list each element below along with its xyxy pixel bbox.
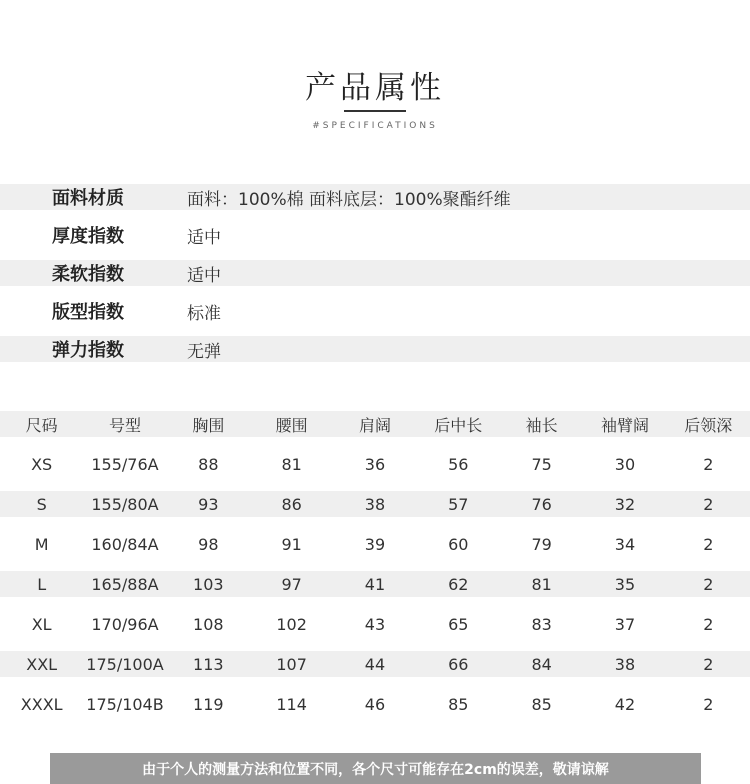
cell-size: S: [0, 491, 83, 517]
cell-size: L: [0, 571, 83, 597]
cell-shoulder: 46: [364, 694, 386, 714]
cell-upper-arm: 34: [614, 534, 636, 554]
cell-back-length: 62: [417, 571, 500, 597]
header-waist: 腰围: [250, 411, 333, 437]
cell-back-neck-depth: 2: [703, 694, 714, 714]
cell-fit-code: 160/84A: [91, 534, 159, 554]
attribute-list: [0, 184, 750, 374]
cell-size: M: [34, 534, 49, 554]
size-table-header: [0, 411, 750, 437]
measurement-notice: 由于个人的测量方法和位置不同，各个尺寸可能存在2cm的误差，敬请谅解: [50, 753, 701, 784]
cell-back-neck-depth: 2: [667, 491, 750, 517]
table-row: [0, 491, 750, 517]
cell-waist: 114: [276, 694, 307, 714]
cell-fit-code: 155/80A: [83, 491, 166, 517]
table-row: [0, 531, 750, 557]
row-spacer-cell: [0, 517, 750, 531]
header-chest: 胸围: [167, 411, 250, 437]
attribute-row-thickness: [0, 222, 750, 248]
attribute-row-material: [0, 184, 750, 210]
attribute-value: 适中: [187, 265, 221, 286]
attribute-value: 标准: [187, 303, 221, 324]
cell-back-length: 57: [417, 491, 500, 517]
attribute-label: 面料材质: [52, 188, 124, 209]
cell-shoulder: 38: [333, 491, 416, 517]
cell-sleeve-length: 79: [531, 534, 552, 554]
cell-sleeve-length: 85: [531, 694, 552, 714]
header-upper-arm: 袖臂阔: [583, 411, 666, 437]
table-row: [0, 651, 750, 677]
cell-shoulder: 39: [364, 534, 386, 554]
attribute-label: 版型指数: [52, 302, 124, 323]
cell-back-length: 60: [448, 534, 469, 554]
cell-upper-arm: 37: [614, 614, 636, 634]
cell-upper-arm: 30: [614, 454, 636, 474]
size-table: [0, 411, 750, 717]
cell-fit-code: 175/100A: [83, 651, 166, 677]
header-fit-code: 号型: [83, 411, 166, 437]
page-title: 产品属性: [305, 70, 445, 106]
cell-sleeve-length: 84: [500, 651, 583, 677]
attribute-label: 柔软指数: [52, 264, 124, 285]
row-spacer-cell: [0, 477, 750, 491]
cell-upper-arm: 35: [583, 571, 666, 597]
cell-upper-arm: 38: [583, 651, 666, 677]
attribute-label: 厚度指数: [52, 226, 124, 247]
row-spacer-cell: [0, 437, 750, 451]
row-spacer: [0, 437, 750, 451]
cell-shoulder: 41: [333, 571, 416, 597]
cell-waist: 91: [281, 534, 302, 554]
table-row: [0, 611, 750, 637]
attribute-value: 面料：100%棉 面料底层：100%聚酯纤维: [187, 189, 511, 210]
cell-fit-code: 170/96A: [91, 614, 159, 634]
title-divider: [344, 110, 406, 112]
cell-back-neck-depth: 2: [703, 454, 714, 474]
cell-size: XXXL: [20, 694, 63, 714]
header-size: 尺码: [0, 411, 83, 437]
row-spacer: [0, 517, 750, 531]
cell-back-neck-depth: 2: [667, 571, 750, 597]
cell-chest: 108: [193, 614, 224, 634]
cell-upper-arm: 42: [614, 694, 636, 714]
attribute-row-fit: [0, 298, 750, 324]
page-subtitle: #SPECIFICATIONS: [312, 121, 438, 131]
cell-size: XXL: [0, 651, 83, 677]
cell-back-neck-depth: 2: [703, 614, 714, 634]
cell-chest: 98: [198, 534, 219, 554]
cell-chest: 88: [198, 454, 219, 474]
header-back-neck-depth: 后领深: [667, 411, 750, 437]
attribute-value: 无弹: [187, 341, 221, 362]
row-spacer-cell: [0, 557, 750, 571]
row-spacer: [0, 557, 750, 571]
cell-waist: 86: [250, 491, 333, 517]
attribute-label: 弹力指数: [52, 340, 124, 361]
cell-fit-code: 175/104B: [86, 694, 164, 714]
cell-back-length: 85: [448, 694, 469, 714]
cell-fit-code: 155/76A: [91, 454, 159, 474]
cell-shoulder: 44: [333, 651, 416, 677]
cell-size: XS: [31, 454, 53, 474]
cell-waist: 81: [281, 454, 302, 474]
row-spacer-cell: [0, 597, 750, 611]
cell-sleeve-length: 76: [500, 491, 583, 517]
row-spacer: [0, 637, 750, 651]
table-row: [0, 691, 750, 717]
cell-back-length: 56: [448, 454, 469, 474]
row-spacer-cell: [0, 677, 750, 691]
table-row: [0, 451, 750, 477]
row-spacer: [0, 677, 750, 691]
row-spacer: [0, 477, 750, 491]
cell-chest: 113: [167, 651, 250, 677]
row-spacer: [0, 597, 750, 611]
cell-fit-code: 165/88A: [83, 571, 166, 597]
cell-sleeve-length: 75: [531, 454, 552, 474]
table-row: [0, 571, 750, 597]
cell-size: XL: [31, 614, 52, 634]
attribute-value: 适中: [187, 227, 221, 248]
cell-waist: 97: [250, 571, 333, 597]
cell-back-neck-depth: 2: [703, 534, 714, 554]
cell-shoulder: 36: [364, 454, 386, 474]
cell-chest: 119: [193, 694, 224, 714]
header-sleeve-length: 袖长: [500, 411, 583, 437]
attribute-row-softness: [0, 260, 750, 286]
cell-waist: 102: [276, 614, 307, 634]
cell-shoulder: 43: [364, 614, 386, 634]
row-spacer-cell: [0, 637, 750, 651]
cell-chest: 93: [167, 491, 250, 517]
cell-back-neck-depth: 2: [667, 651, 750, 677]
cell-sleeve-length: 83: [531, 614, 552, 634]
header-shoulder: 肩阔: [333, 411, 416, 437]
header-back-length: 后中长: [417, 411, 500, 437]
cell-sleeve-length: 81: [500, 571, 583, 597]
cell-back-length: 66: [417, 651, 500, 677]
attribute-row-elasticity: [0, 336, 750, 362]
cell-back-length: 65: [448, 614, 469, 634]
cell-upper-arm: 32: [583, 491, 666, 517]
cell-chest: 103: [167, 571, 250, 597]
cell-waist: 107: [250, 651, 333, 677]
